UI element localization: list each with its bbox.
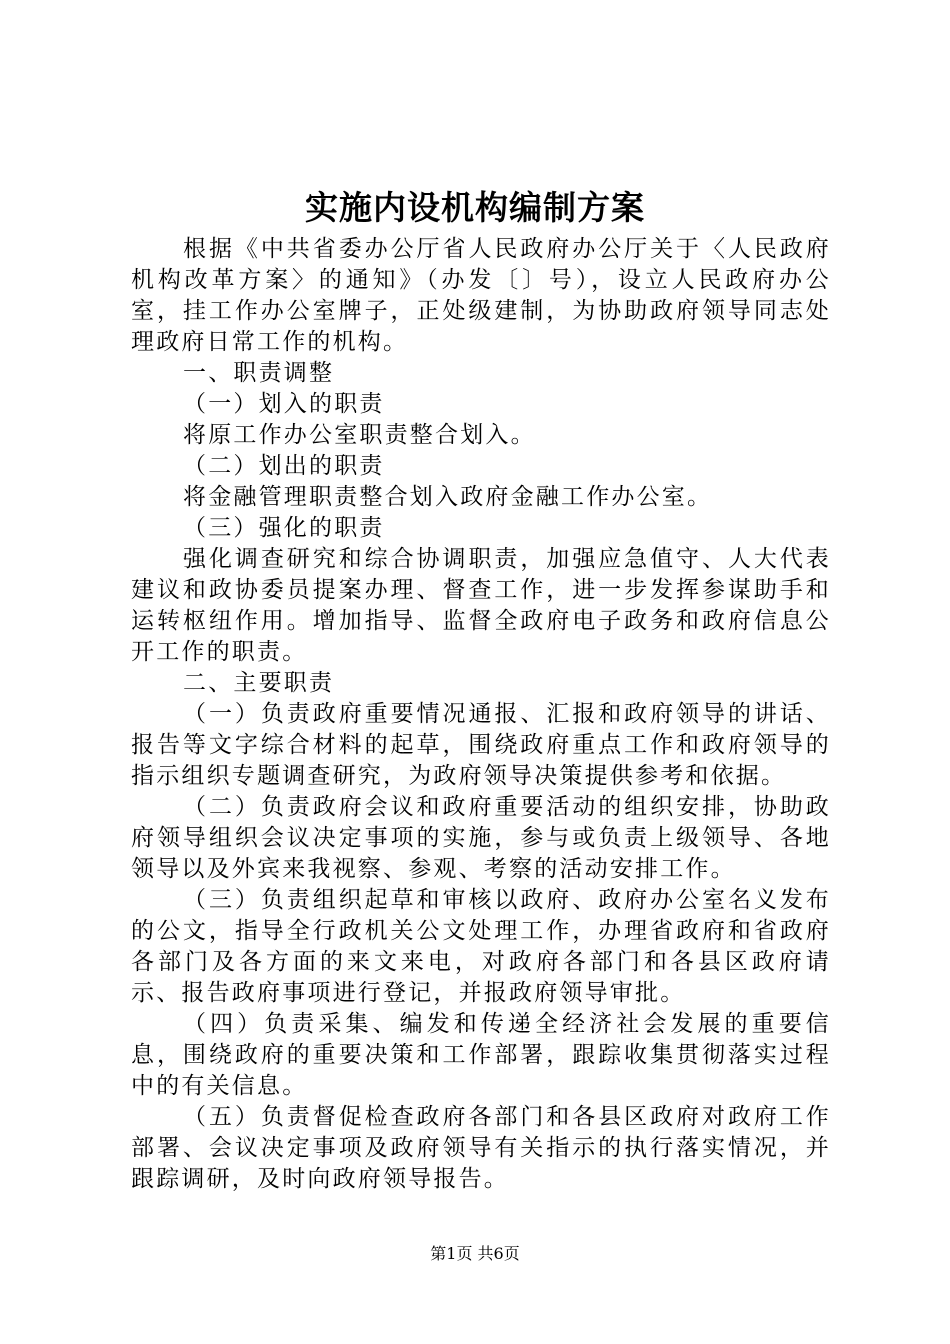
page-number: 第1页 共6页 bbox=[430, 1244, 520, 1263]
subsection-heading-1-3: （三）强化的职责 bbox=[183, 515, 385, 541]
duty-item-3: （三）负责组织起草和审核以政府、政府办公室名义发布的公文，指导全行政机关公文处理工作，办理省政府和省政府各部门及各方面的来文来电，对政府各部门和各县区政府请示、报告政府事项进行登记，并报政府领导审批。 bbox=[131, 887, 831, 1006]
duty-item-1: （一）负责政府重要情况通报、汇报和政府领导的讲话、报告等文字综合材料的起草，围绕政府重点工作和政府领导的指示组织专题调查研究，为政府领导决策提供参考和依据。 bbox=[131, 701, 831, 789]
paragraph: 将原工作办公室职责整合划入。 bbox=[183, 422, 536, 448]
section-heading-2: 二、主要职责 bbox=[183, 670, 335, 696]
duty-item-2: （二）负责政府会议和政府重要活动的组织安排，协助政府领导组织会议决定事项的实施，参与或负责上级领导、各地领导以及外宾来我视察、参观、考察的活动安排工作。 bbox=[131, 794, 831, 882]
subsection-heading-1-2: （二）划出的职责 bbox=[183, 453, 385, 479]
paragraph: 将金融管理职责整合划入政府金融工作办公室。 bbox=[183, 484, 713, 510]
document-body bbox=[131, 234, 831, 1195]
paragraph: 强化调查研究和综合协调职责，加强应急值守、人大代表建议和政协委员提案办理、督查工作，进一步发挥参谋助手和运转枢纽作用。增加指导、监督全政府电子政务和政府信息公开工作的职责。 bbox=[131, 546, 831, 665]
duty-item-5: （五）负责督促检查政府各部门和各县区政府对政府工作部署、会议决定事项及政府领导有关指示的执行落实情况，并跟踪调研，及时向政府领导报告。 bbox=[131, 1104, 831, 1192]
paragraph-intro: 根据《中共省委办公厅省人民政府办公厅关于〈人民政府机构改革方案〉的通知》（办发〔〕号），设立人民政府办公室，挂工作办公室牌子，正处级建制，为协助政府领导同志处理政府日常工作的机构。 bbox=[131, 236, 831, 355]
document-title: 实施内设机构编制方案 bbox=[305, 188, 645, 227]
section-heading-1: 一、职责调整 bbox=[183, 360, 335, 386]
subsection-heading-1-1: （一）划入的职责 bbox=[183, 391, 385, 417]
duty-item-4: （四）负责采集、编发和传递全经济社会发展的重要信息，围绕政府的重要决策和工作部署，跟踪收集贯彻落实过程中的有关信息。 bbox=[131, 1011, 831, 1099]
